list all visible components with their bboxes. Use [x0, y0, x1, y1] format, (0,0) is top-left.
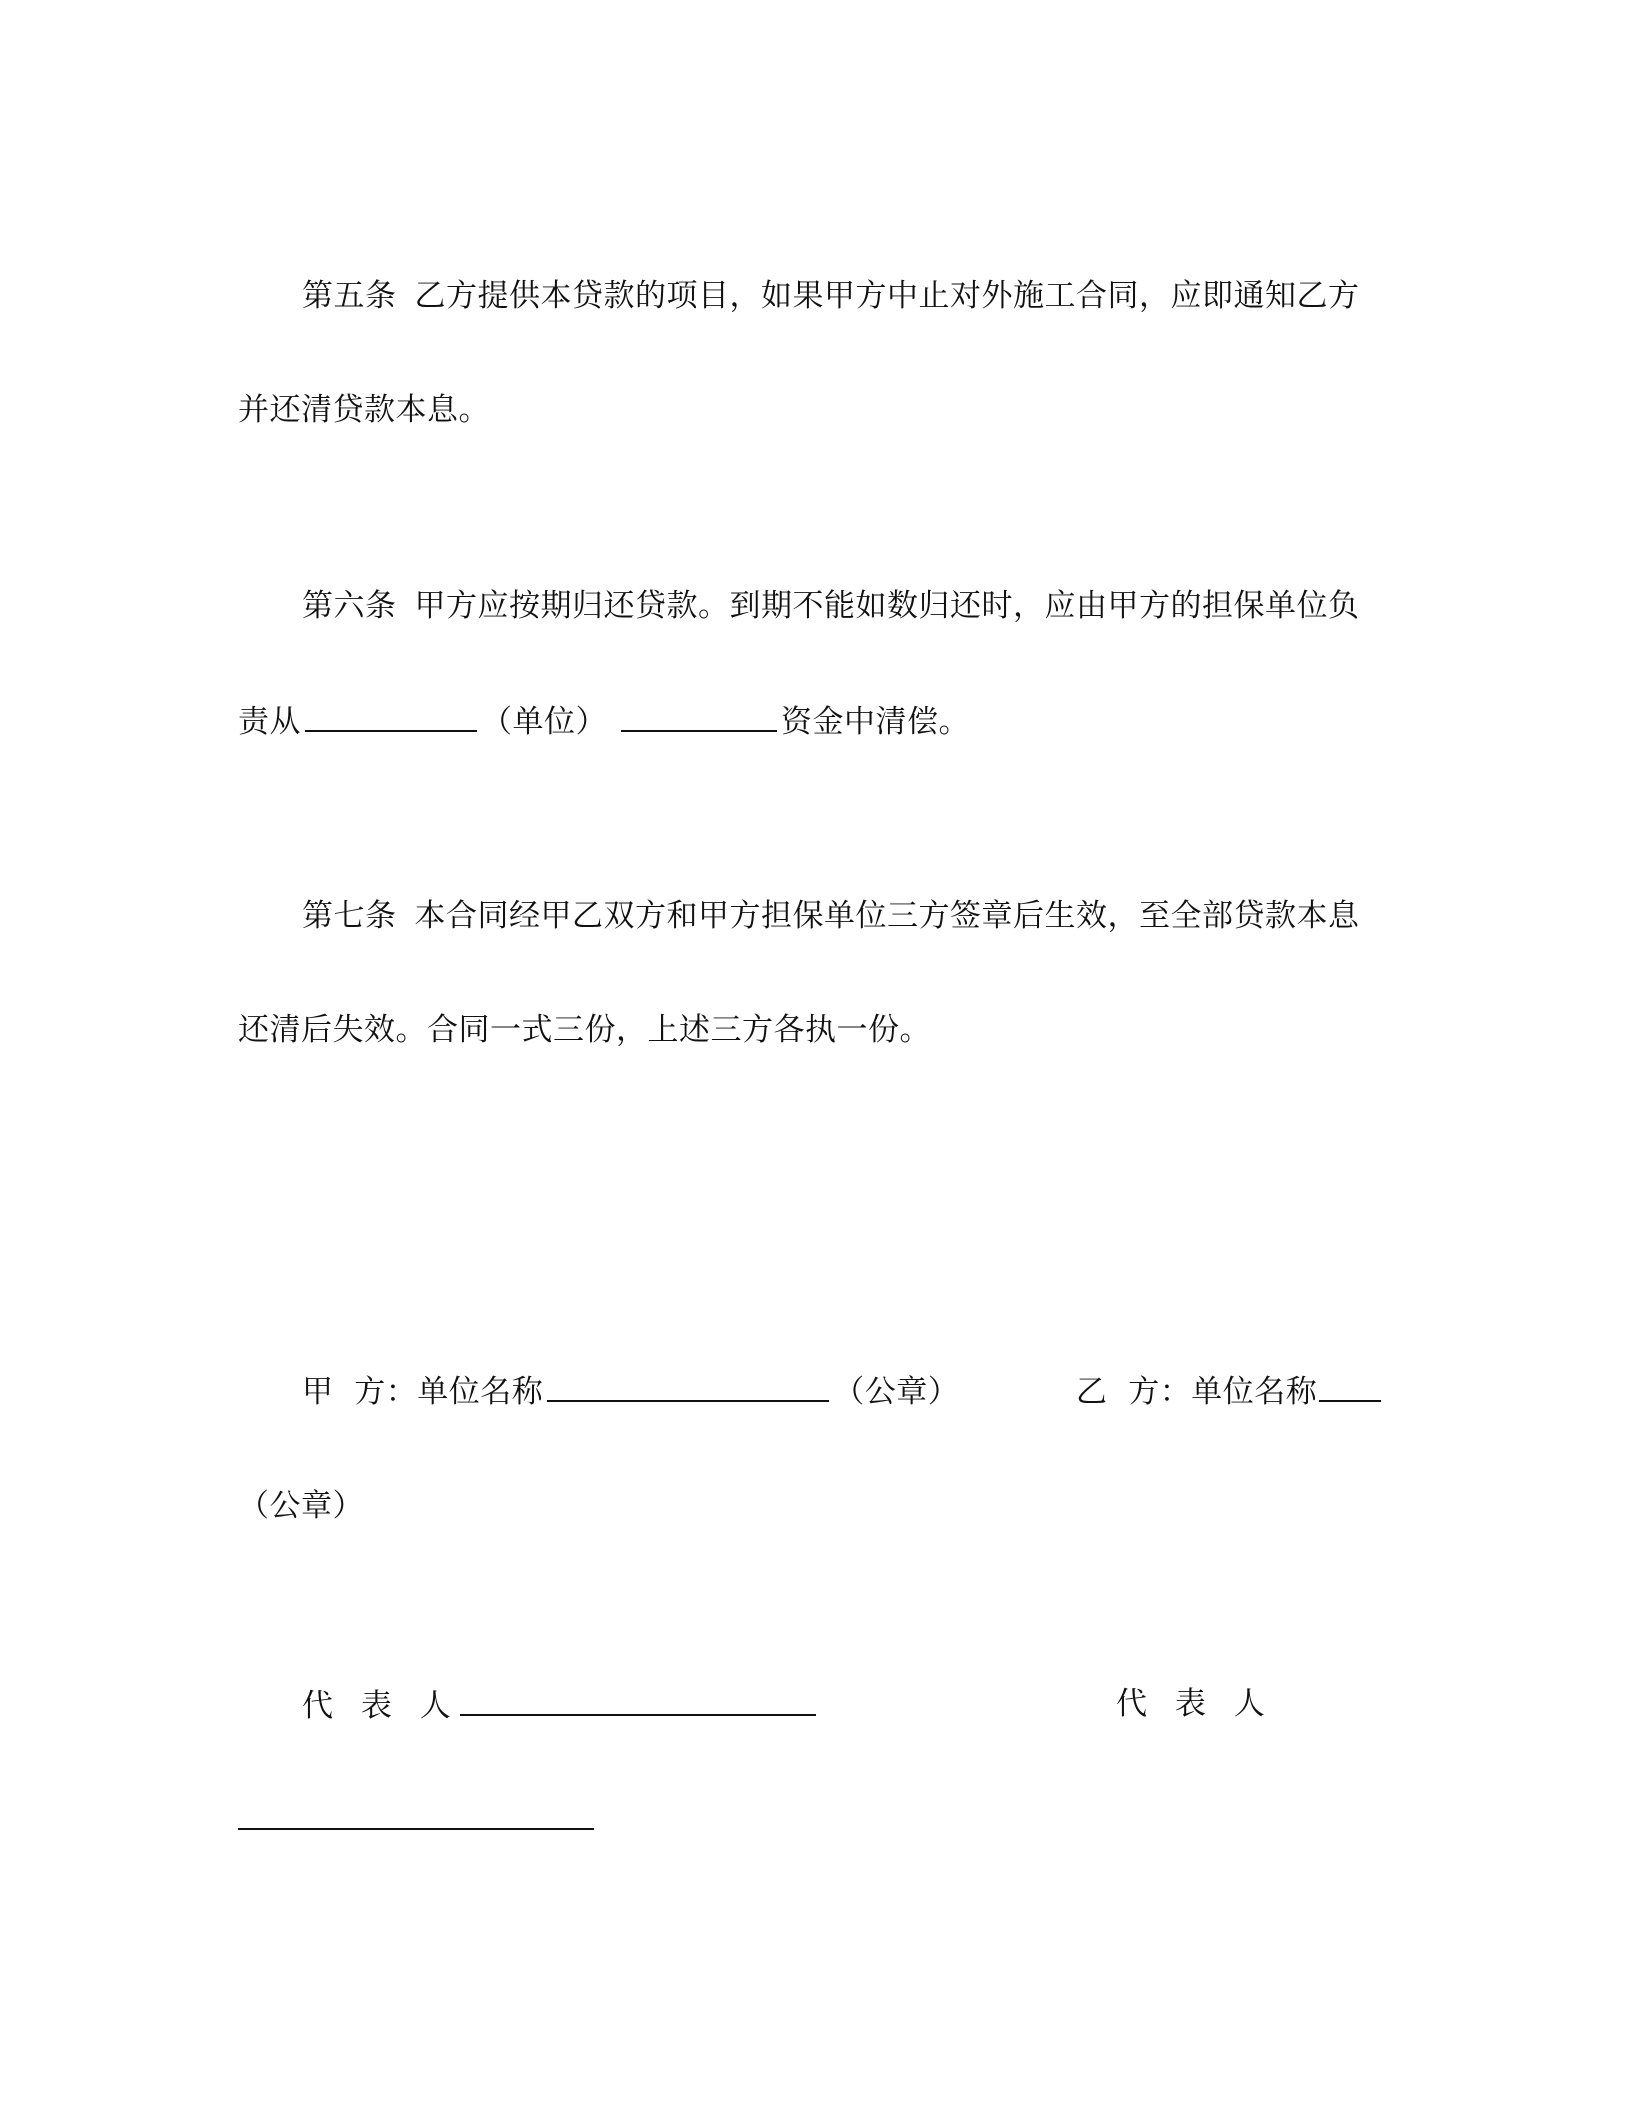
rep-b-signature-field[interactable] — [238, 1798, 594, 1830]
article-5-label: 第五条 — [302, 278, 397, 314]
rep-b-row — [1116, 1684, 1274, 1724]
article-5-line-2 — [238, 390, 490, 430]
article-5-text-1: 乙方提供本贷款的项目，如果甲方中止对外施工合同，应即通知乙方 — [414, 278, 1360, 314]
rep-b-signature-row — [238, 1798, 594, 1840]
party-b-seal: （公章） — [238, 1488, 364, 1524]
rep-a-signature-field[interactable] — [460, 1684, 816, 1716]
article-5-line-1 — [302, 276, 1360, 316]
article-6-text-1: 甲方应按期归还贷款。到期不能如数归还时，应由甲方的担保单位负 — [414, 588, 1360, 624]
article-5-text-2: 并还清贷款本息。 — [238, 392, 490, 428]
article-7-text-1: 本合同经甲乙双方和甲方担保单位三方签章后生效，至全部贷款本息 — [414, 898, 1360, 934]
party-a-seal: （公章） — [833, 1374, 960, 1410]
article-6-line-2 — [238, 700, 970, 742]
party-a-row — [302, 1370, 959, 1412]
blank-field-source[interactable] — [305, 700, 477, 732]
party-b-name-field[interactable] — [1319, 1370, 1381, 1402]
party-a-label: 甲 方：单位名称 — [302, 1374, 544, 1410]
blank-field-fund[interactable] — [621, 700, 777, 732]
article-7-line-2 — [238, 1010, 931, 1050]
article-7-label: 第七条 — [302, 898, 397, 934]
article-6-line-1 — [302, 586, 1360, 626]
party-b-seal-row — [238, 1486, 364, 1526]
party-b-row — [1076, 1370, 1385, 1412]
article-6-text-2c: 资金中清偿。 — [781, 704, 970, 740]
rep-a-label: 代 表 人 — [302, 1688, 460, 1724]
rep-b-label: 代 表 人 — [1116, 1686, 1274, 1722]
rep-a-row — [302, 1684, 816, 1726]
article-7-line-1 — [302, 896, 1360, 936]
party-a-name-field[interactable] — [547, 1370, 829, 1402]
article-6-text-2b: （单位） — [481, 704, 607, 740]
article-6-label: 第六条 — [302, 588, 397, 624]
article-7-text-2: 还清后失效。合同一式三份，上述三方各执一份。 — [238, 1012, 931, 1048]
party-b-label: 乙 方：单位名称 — [1076, 1374, 1318, 1410]
article-6-text-2a: 责从 — [238, 704, 301, 740]
